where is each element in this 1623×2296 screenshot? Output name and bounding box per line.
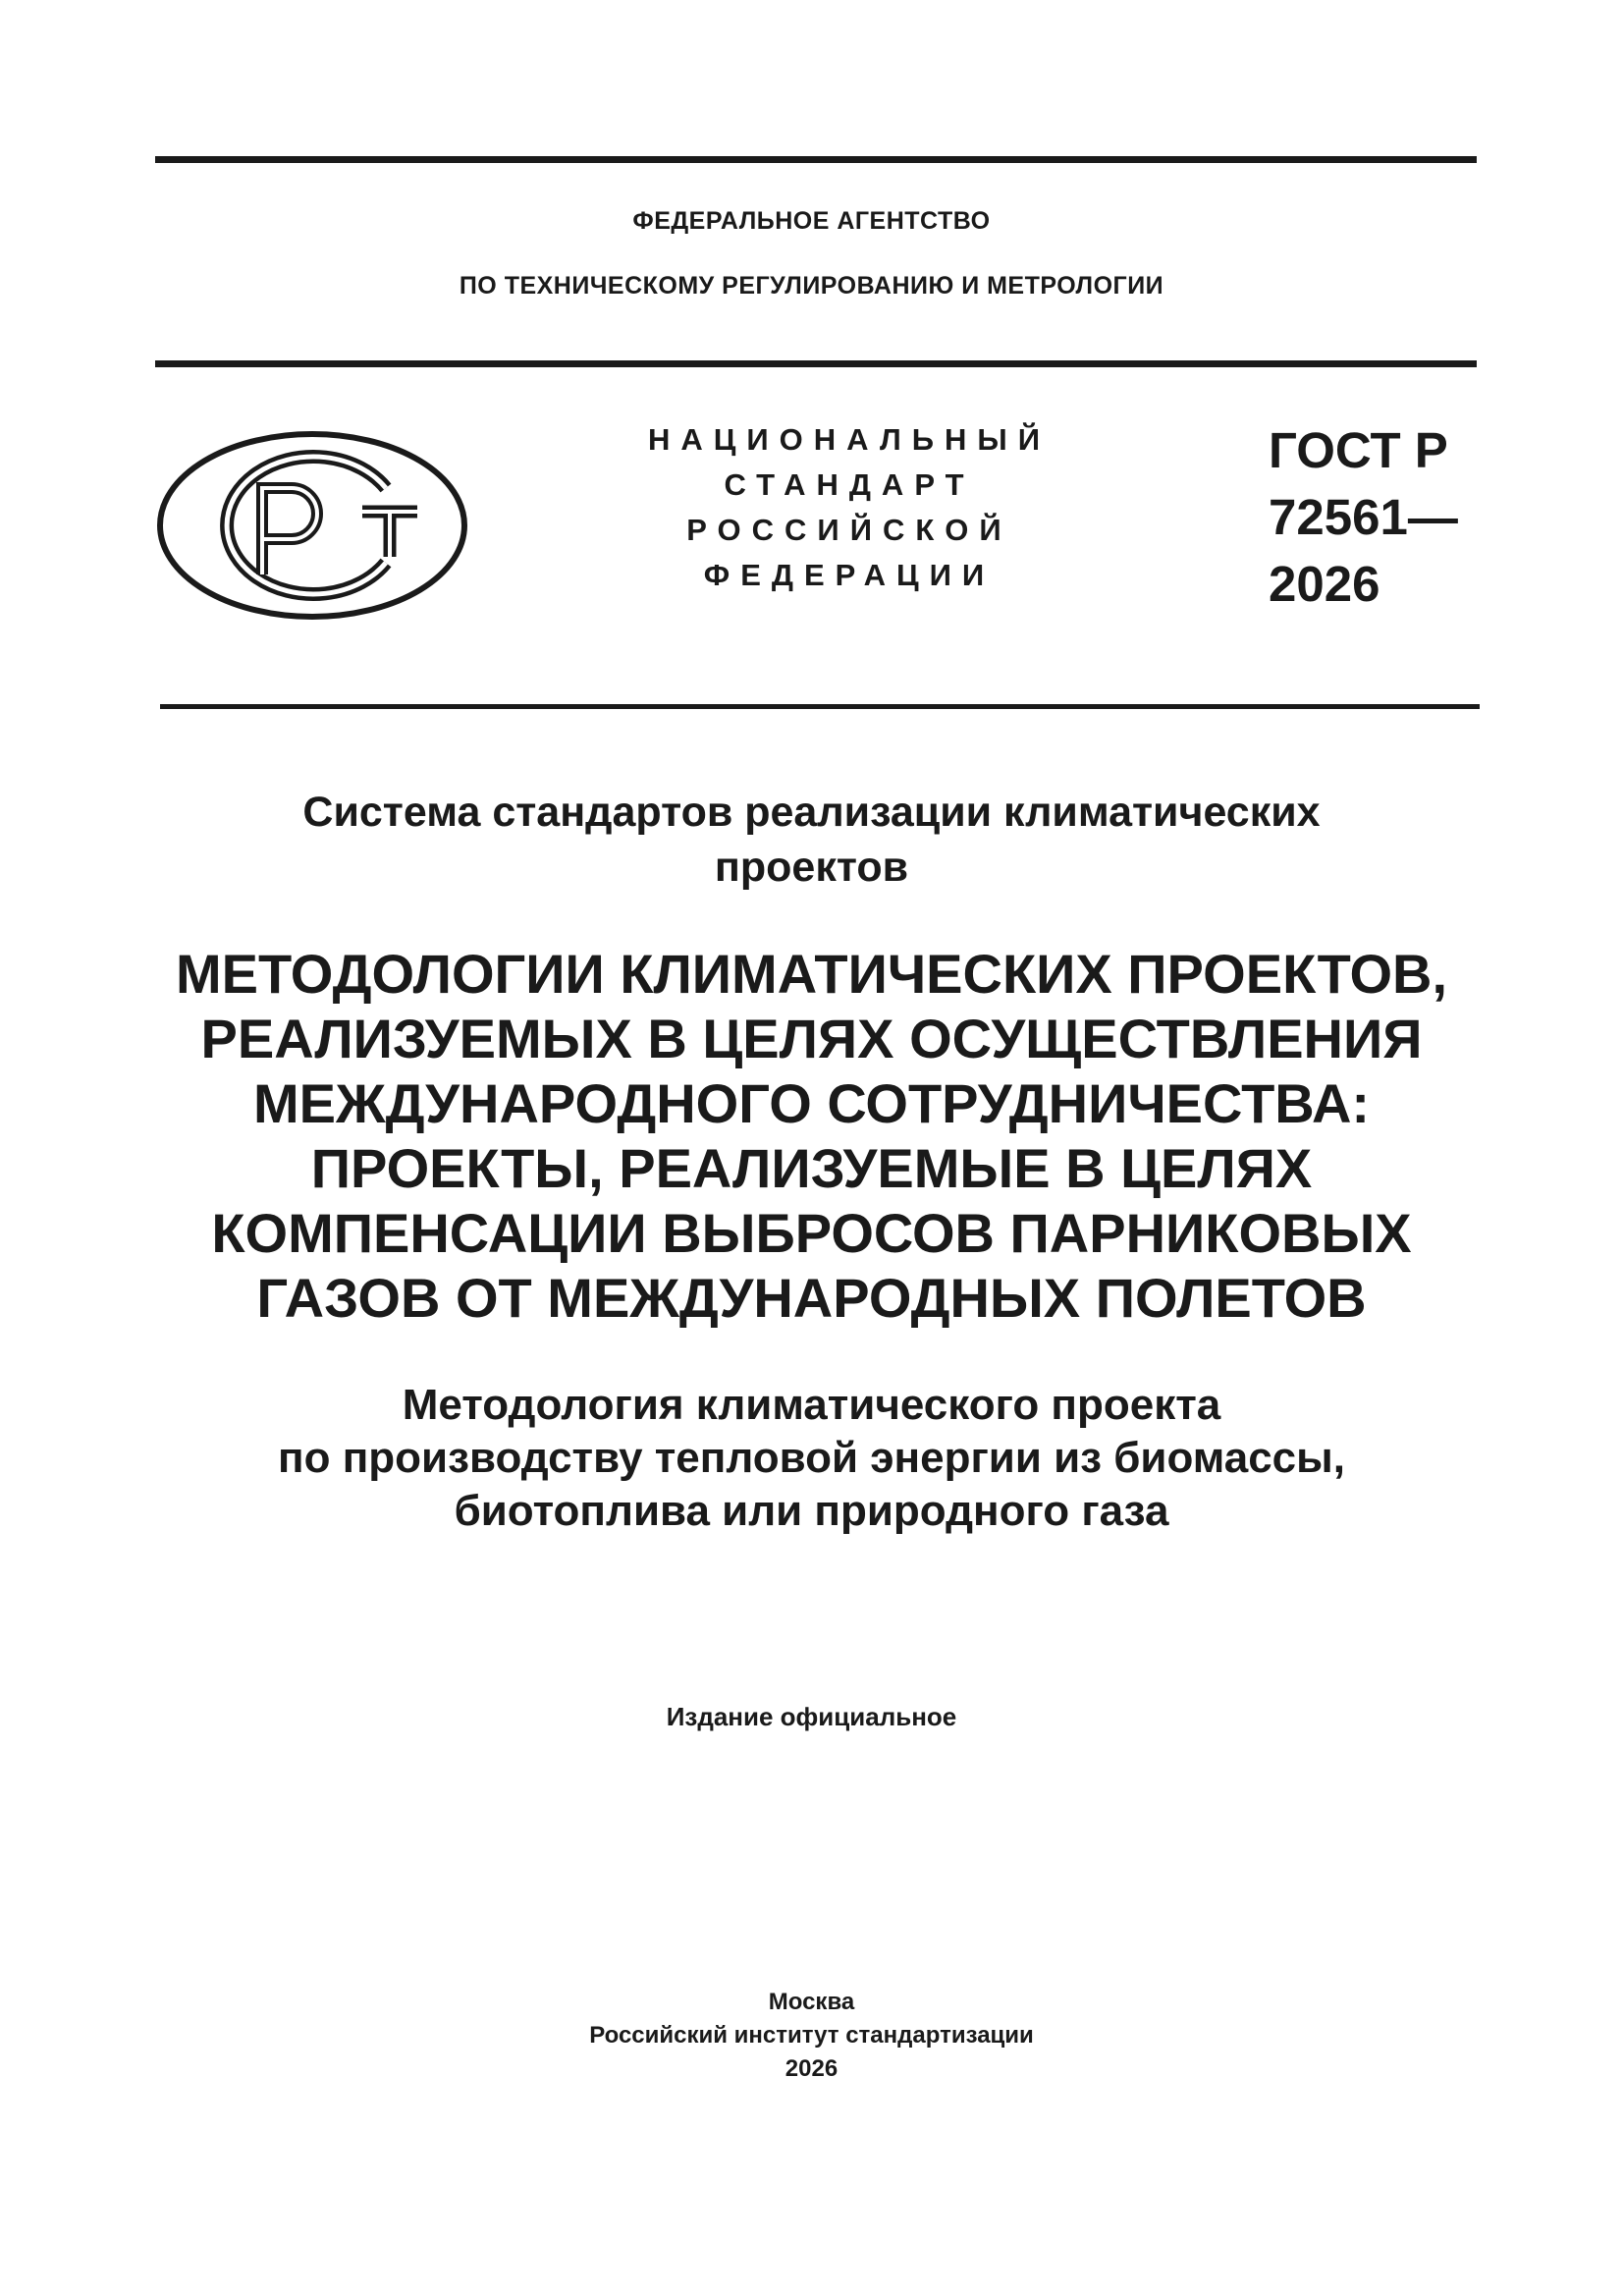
gost-r-logo-icon bbox=[154, 427, 470, 624]
designation-line: 72561— bbox=[1269, 489, 1458, 545]
main-title-line: ПРОЕКТЫ, РЕАЛИЗУЕМЫЕ В ЦЕЛЯХ bbox=[310, 1137, 1313, 1199]
series-line: проектов bbox=[714, 844, 909, 891]
main-title bbox=[0, 942, 1623, 1331]
imprint-publisher: Российский институт стандартизации bbox=[589, 2022, 1034, 2049]
subtitle-line: по производству тепловой энергии из биомассы, bbox=[278, 1434, 1345, 1482]
series-title bbox=[0, 785, 1623, 895]
subtitle-line: биотоплива или природного газа bbox=[454, 1487, 1169, 1535]
national-standard-line: ФЕДЕРАЦИИ bbox=[703, 558, 996, 592]
edition-label: Издание официальное bbox=[666, 1702, 957, 1731]
main-title-line: КОМПЕНСАЦИИ ВЫБРОСОВ ПАРНИКОВЫХ bbox=[211, 1202, 1412, 1264]
main-title-line: МЕЖДУНАРОДНОГО СОТРУДНИЧЕСТВА: bbox=[252, 1072, 1371, 1134]
national-standard-line: НАЦИОНАЛЬНЫЙ bbox=[647, 422, 1052, 457]
top-rule bbox=[155, 156, 1477, 163]
agency-line-2: ПО ТЕХНИЧЕСКОМУ РЕГУЛИРОВАНИЮ И МЕТРОЛОГИИ bbox=[459, 272, 1164, 300]
national-standard-label bbox=[628, 417, 1070, 598]
designation-line: ГОСТ Р bbox=[1269, 422, 1448, 478]
imprint-city: Москва bbox=[768, 1989, 855, 2015]
designation-line: 2026 bbox=[1269, 556, 1380, 612]
imprint-year: 2026 bbox=[784, 2055, 839, 2082]
agency-bottom-rule bbox=[155, 360, 1477, 367]
main-title-line: РЕАЛИЗУЕМЫХ В ЦЕЛЯХ ОСУЩЕСТВЛЕНИЯ bbox=[200, 1008, 1423, 1069]
main-title-line: ГАЗОВ ОТ МЕЖДУНАРОДНЫХ ПОЛЕТОВ bbox=[256, 1267, 1367, 1329]
national-standard-line: СТАНДАРТ bbox=[724, 467, 975, 502]
header-bottom-rule bbox=[160, 704, 1480, 709]
standard-designation bbox=[1269, 417, 1458, 618]
series-line: Система стандартов реализации климатических bbox=[302, 789, 1321, 836]
imprint bbox=[0, 1986, 1623, 2086]
main-title-line: МЕТОДОЛОГИИ КЛИМАТИЧЕСКИХ ПРОЕКТОВ, bbox=[175, 943, 1448, 1005]
subtitle-line: Методология климатического проекта bbox=[402, 1381, 1221, 1429]
subtitle bbox=[0, 1379, 1623, 1538]
national-standard-line: РОССИЙСКОЙ bbox=[686, 513, 1012, 547]
agency-line-1: ФЕДЕРАЛЬНОЕ АГЕНТСТВО bbox=[632, 207, 991, 235]
